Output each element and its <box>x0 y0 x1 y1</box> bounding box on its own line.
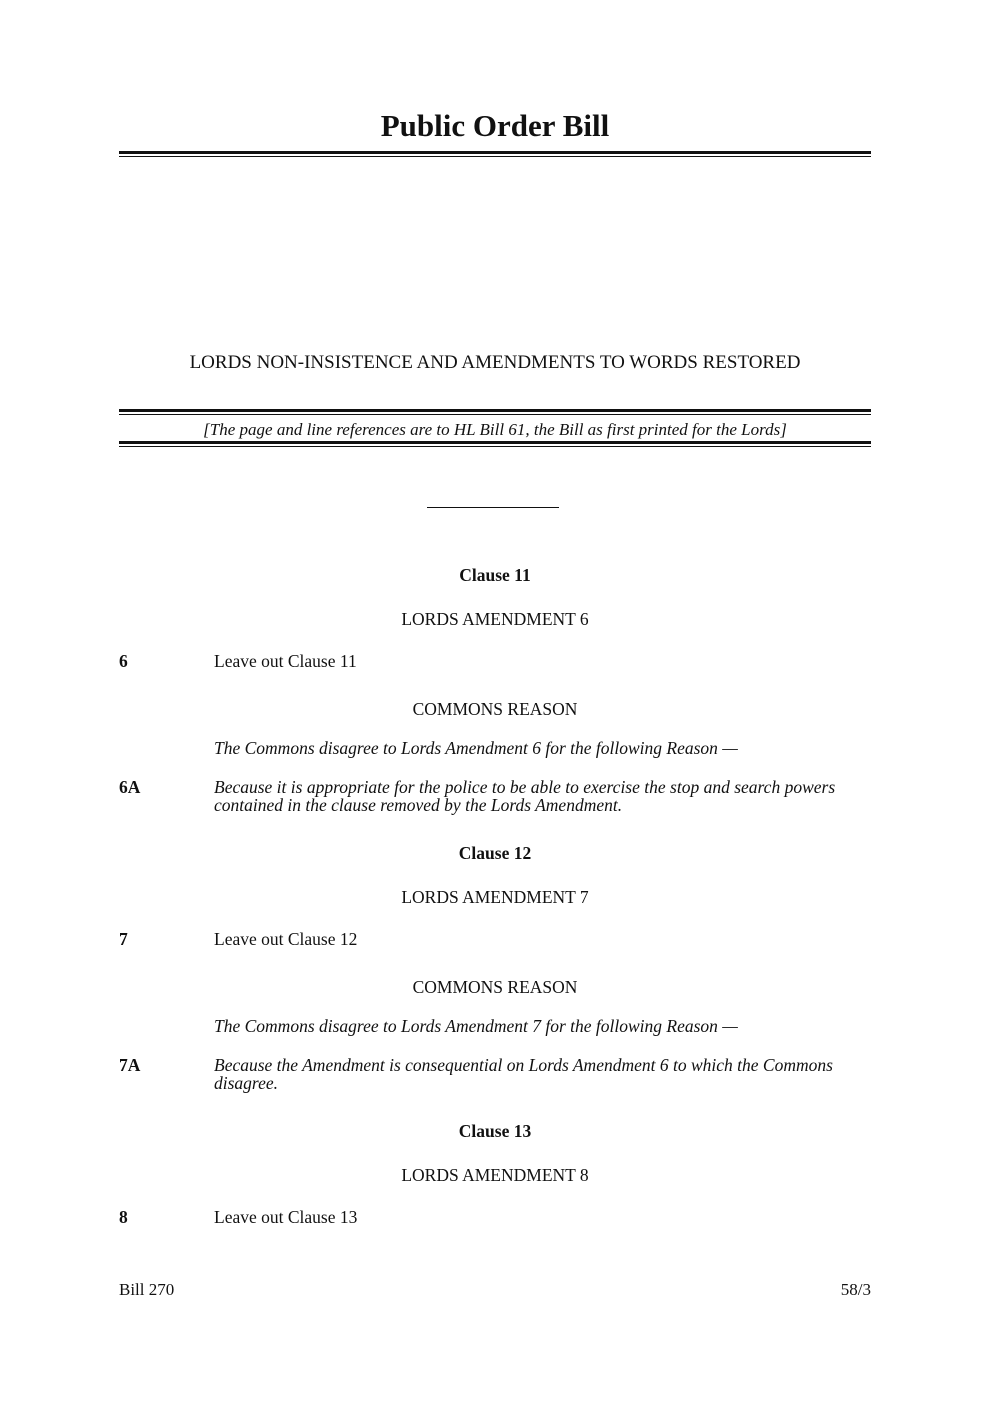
document-heading: LORDS NON-INSISTENCE AND AMENDMENTS TO WORDS RESTORED <box>189 352 801 373</box>
amendment-number: 8 <box>119 1207 128 1227</box>
footer-bill-number: Bill 270 <box>119 1280 175 1299</box>
amendment-heading: LORDS AMENDMENT 7 <box>401 887 589 907</box>
amendment-text: Leave out Clause 12 <box>214 929 358 949</box>
reason-text: Because the Amendment is consequential on Lords Amendment 6 to which the Commons disagree. <box>214 1055 833 1093</box>
clause-heading: Clause 13 <box>458 1121 532 1141</box>
note-top-rule <box>119 409 871 415</box>
reason-heading: COMMONS REASON <box>412 977 578 997</box>
reason-intro: The Commons disagree to Lords Amendment 6 for the following Reason — <box>214 738 738 758</box>
amendment-text: Leave out Clause 13 <box>214 1207 358 1227</box>
bill-title: Public Order Bill <box>380 108 610 143</box>
reason-heading: COMMONS REASON <box>412 699 578 719</box>
reference-note: [The page and line references are to HL Bill 61, the Bill as first printed for the Lords] <box>203 420 787 439</box>
amendment-number: 6 <box>119 651 128 671</box>
title-double-rule <box>119 151 871 157</box>
footer-reference: 58/3 <box>840 1280 871 1299</box>
note-bottom-rule <box>119 441 871 447</box>
separator-rule <box>427 507 559 508</box>
reason-text: Because it is appropriate for the police to be able to exercise the stop and search powers contained in the clause removed by the Lords Amendment. <box>214 777 836 815</box>
reason-number: 6A <box>119 777 141 797</box>
reason-intro: The Commons disagree to Lords Amendment 7 for the following Reason — <box>214 1016 738 1036</box>
amendment-heading: LORDS AMENDMENT 8 <box>401 1165 589 1185</box>
amendment-text: Leave out Clause 11 <box>214 651 357 671</box>
clause-heading: Clause 12 <box>458 843 532 863</box>
clause-heading: Clause 11 <box>459 565 531 585</box>
amendment-number: 7 <box>119 929 128 949</box>
amendment-heading: LORDS AMENDMENT 6 <box>401 609 589 629</box>
reason-number: 7A <box>119 1055 141 1075</box>
